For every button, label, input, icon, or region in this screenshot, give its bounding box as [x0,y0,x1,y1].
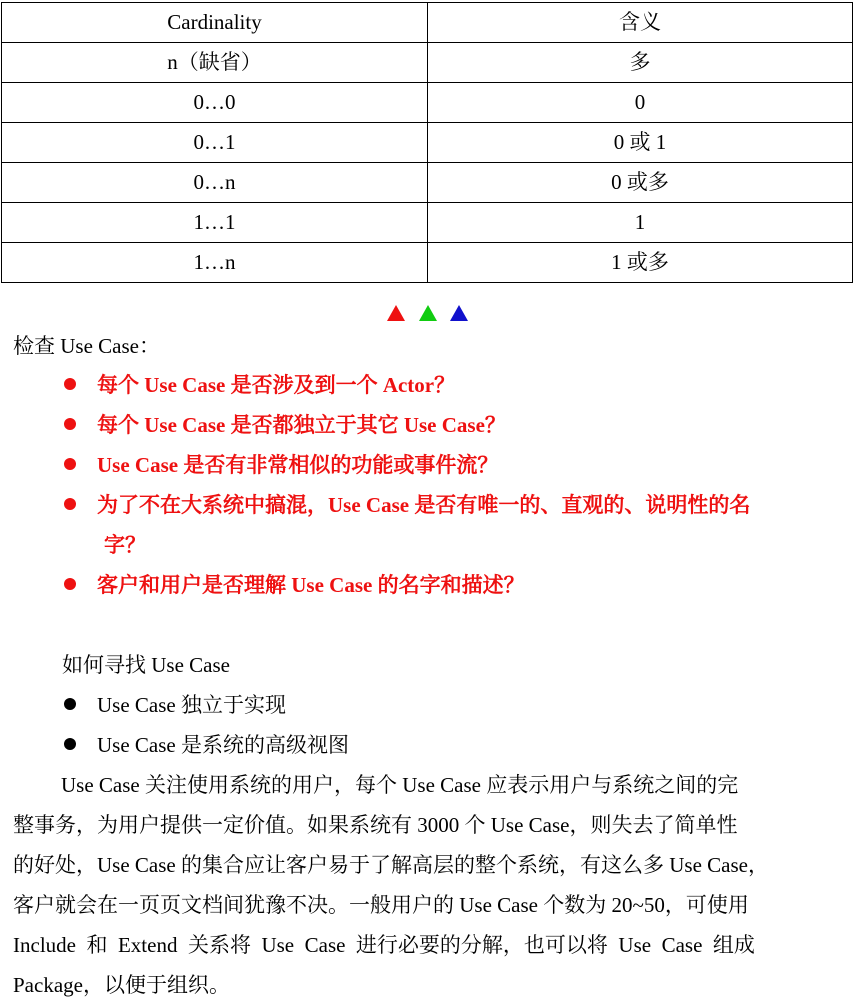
table-header-cardinality: Cardinality [2,3,428,43]
bullet-icon [64,738,76,750]
cardinality-table [1,2,853,283]
body-paragraph [13,765,845,1005]
red-triangle-icon [387,305,405,321]
bullet-icon [64,698,76,710]
table-cell-cardinality: 1…n [2,243,428,283]
bullet-icon [64,578,76,590]
table-row [2,203,853,243]
bullet-icon [64,378,76,390]
table-cell-meaning: 1 [428,203,853,243]
table-cell-cardinality: 0…1 [2,123,428,163]
table-cell-meaning: 0 或 1 [428,123,853,163]
table-cell-cardinality: 0…n [2,163,428,203]
check-item: Use Case 是否有非常相似的功能或事件流？ [97,453,499,477]
table-cell-meaning: 0 或多 [428,163,853,203]
table-row [2,83,853,123]
find-item: Use Case 是系统的高级视图 [97,733,349,757]
table-row [2,43,853,83]
table-cell-cardinality: n（缺省） [2,43,428,83]
table-row [2,243,853,283]
paragraph-line: 客户就会在一页页文档间犹豫不决。一般用户的 Use Case 个数为 20~50，可使用 [13,893,749,917]
bullet-icon [64,418,76,430]
check-item: 为了不在大系统中搞混，Use Case 是否有唯一的、直观的、说明性的名 [97,493,751,517]
table-cell-cardinality: 1…1 [2,203,428,243]
check-item: 每个 Use Case 是否涉及到一个 Actor？ [97,373,456,397]
find-item: Use Case 独立于实现 [97,693,286,717]
paragraph-line: 整事务，为用户提供一定价值。如果系统有 3000 个 Use Case，则失去了简单性 [13,813,738,837]
paragraph-line: Use Case 关注使用系统的用户，每个 Use Case 应表示用户与系统之间的完 [61,773,739,797]
triangle-markers [384,305,474,325]
paragraph-line: Include 和 Extend 关系将 Use Case 进行必要的分解，也可以将 Use Case 组成 [13,933,755,957]
bullet-icon [64,498,76,510]
paragraph-line: 的好处，Use Case 的集合应让客户易于了解高层的整个系统，有这么多 Use Case， [13,853,769,877]
table-cell-meaning: 多 [428,43,853,83]
check-item-continuation: 字？ [104,533,146,557]
table-header-meaning: 含义 [428,3,853,43]
table-cell-meaning: 1 或多 [428,243,853,283]
check-heading: 检查 Use Case： [13,334,160,358]
check-item: 每个 Use Case 是否都独立于其它 Use Case？ [97,413,506,437]
check-item: 客户和用户是否理解 Use Case 的名字和描述？ [97,573,525,597]
table-row [2,123,853,163]
table-row [2,163,853,203]
table-header-row [2,3,853,43]
find-heading: 如何寻找 Use Case [62,653,230,677]
table-cell-cardinality: 0…0 [2,83,428,123]
paragraph-line: Package，以便于组织。 [13,973,230,997]
blue-triangle-icon [450,305,468,321]
bullet-icon [64,458,76,470]
green-triangle-icon [419,305,437,321]
table-cell-meaning: 0 [428,83,853,123]
